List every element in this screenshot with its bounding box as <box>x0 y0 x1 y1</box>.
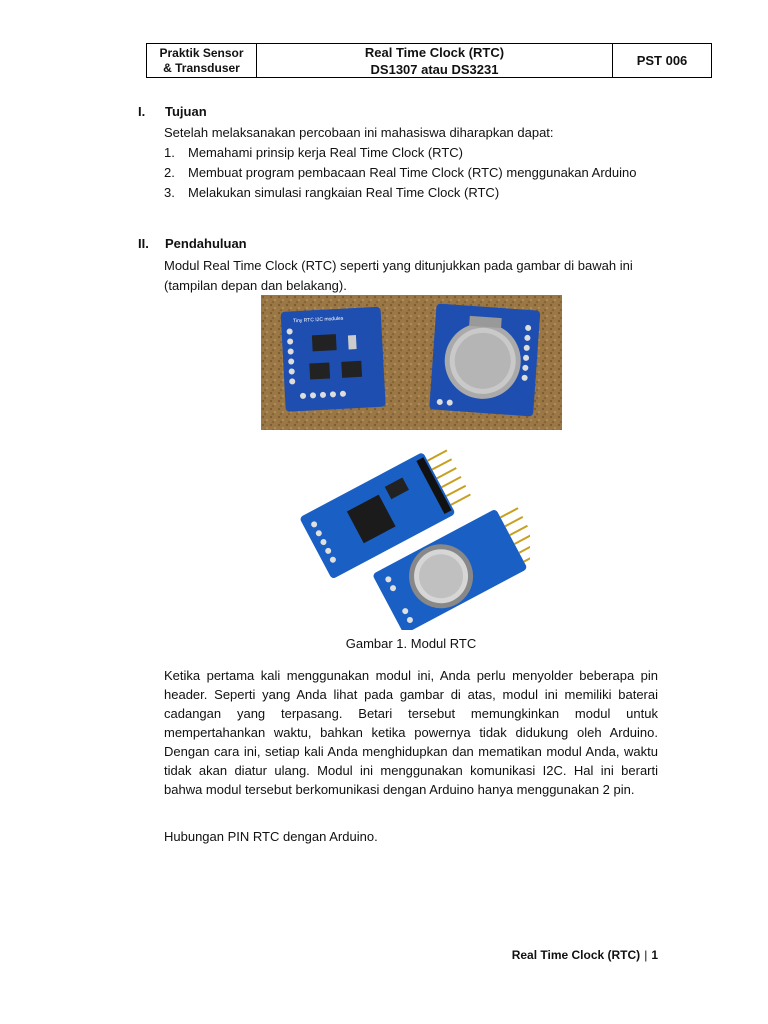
header-course-line2: & Transduser <box>163 60 240 75</box>
section-title: Tujuan <box>165 104 207 119</box>
tujuan-intro: Setelah melaksanakan percobaan ini mahasiswa diharapkan dapat: <box>164 125 554 140</box>
section-number: II. <box>138 236 149 251</box>
list-text: Melakukan simulasi rangkaian Real Time Clock (RTC) <box>188 185 500 200</box>
list-number: 3. <box>164 185 175 200</box>
section-number: I. <box>138 104 146 119</box>
list-item <box>164 143 658 163</box>
figure-caption: Gambar 1. Modul RTC <box>345 636 477 651</box>
closing-line: Hubungan PIN RTC dengan Arduino. <box>164 829 378 844</box>
body-paragraph: Ketika pertama kali menggunakan modul ini, Anda perlu menyolder beberapa pin header. Seperti yang Anda lihat pada gambar di atas, modul ini memiliki baterai cadangan yang terpasang. Betari tersebut memungkinkan modul untuk mempertahankan waktu, bahkan ketika powernya tidak didukung oleh Arduino. Dengan cara ini, setiap kali Anda menghidupkan dan mematikan modul Anda, waktu tidak akan diatur ulang. Modul ini menggunakan komunikasi I2C. Hal ini berarti bahwa modul tersebut berkomunikasi dengan Arduino hanya menggunakan 2 pin. <box>164 668 658 797</box>
footer-label: Real Time Clock (RTC) <box>511 948 641 962</box>
section-heading-tujuan <box>138 104 207 119</box>
section-tujuan-body <box>164 123 658 203</box>
rtc-silkscreen-label: Tiny RTC I2C modules <box>292 315 344 325</box>
ds3231-module-photo <box>298 438 530 630</box>
pendahuluan-intro: Modul Real Time Clock (RTC) seperti yang ditunjukkan pada gambar di bawah ini (tampilan depan dan belakang). <box>164 258 633 293</box>
list-item <box>164 183 658 203</box>
header-table <box>146 43 712 78</box>
list-text: Memahami prinsip kerja Real Time Clock (RTC) <box>188 145 463 160</box>
rtc-front-back-photo <box>261 295 562 430</box>
header-title-line1: Real Time Clock (RTC) <box>364 44 505 60</box>
list-item <box>164 163 658 183</box>
footer-separator: | <box>644 948 648 962</box>
header-title-line2: DS1307 atau DS3231 <box>370 61 499 77</box>
page-number: 1 <box>651 948 658 962</box>
tujuan-list <box>164 143 658 203</box>
header-code: PST 006 <box>636 53 688 68</box>
header-title <box>257 44 613 77</box>
section-heading-pendahuluan <box>138 236 247 251</box>
list-text: Membuat program pembacaan Real Time Clock (RTC) menggunakan Arduino <box>188 165 637 180</box>
list-number: 1. <box>164 145 175 160</box>
header-course <box>147 44 257 77</box>
list-number: 2. <box>164 165 175 180</box>
header-course-line1: Praktik Sensor <box>159 45 244 60</box>
page-footer <box>512 948 658 962</box>
section-title: Pendahuluan <box>165 236 247 251</box>
